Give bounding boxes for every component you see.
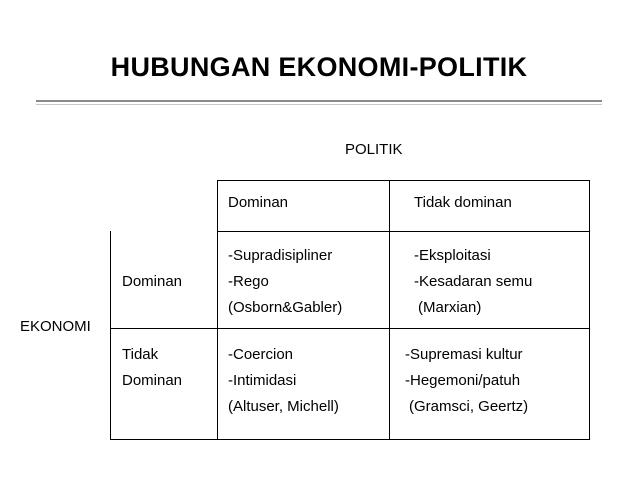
- title-divider: [36, 100, 602, 105]
- row-label-tidak: Tidak: [122, 346, 159, 363]
- row-label-divider: [217, 180, 218, 439]
- column-header-dominan: Dominan: [228, 194, 289, 211]
- politik-axis-label: POLITIK: [345, 141, 403, 158]
- ekonomi-axis-label: EKONOMI: [20, 318, 91, 335]
- column-divider: [389, 180, 390, 439]
- cell-text: -Supremasi kultur: [405, 346, 523, 363]
- cell-text: -Eksploitasi: [414, 247, 491, 264]
- table-top-border: [217, 180, 590, 181]
- table-bottom-border: [110, 439, 590, 440]
- cell-text: -Coercion: [228, 346, 294, 363]
- row-label-dominan: Dominan: [122, 273, 183, 290]
- row-label-dominan: Dominan: [122, 372, 183, 389]
- left-border: [110, 231, 111, 439]
- cell-text: (Osborn&Gabler): [228, 299, 343, 316]
- row-divider: [110, 328, 590, 329]
- cell-text: -Rego: [228, 273, 269, 290]
- cell-text: (Altuser, Michell): [228, 398, 339, 415]
- cell-text: -Intimidasi: [228, 372, 297, 389]
- cell-text: (Marxian): [418, 299, 482, 316]
- page-title: HUBUNGAN EKONOMI-POLITIK: [110, 52, 528, 82]
- cell-text: -Supradisipliner: [228, 247, 333, 264]
- right-border: [589, 180, 590, 439]
- header-bottom-border: [217, 231, 590, 232]
- cell-text: -Hegemoni/patuh: [405, 372, 521, 389]
- cell-text: (Gramsci, Geertz): [409, 398, 529, 415]
- column-header-tidak-dominan: Tidak dominan: [414, 194, 512, 211]
- cell-text: -Kesadaran semu: [414, 273, 533, 290]
